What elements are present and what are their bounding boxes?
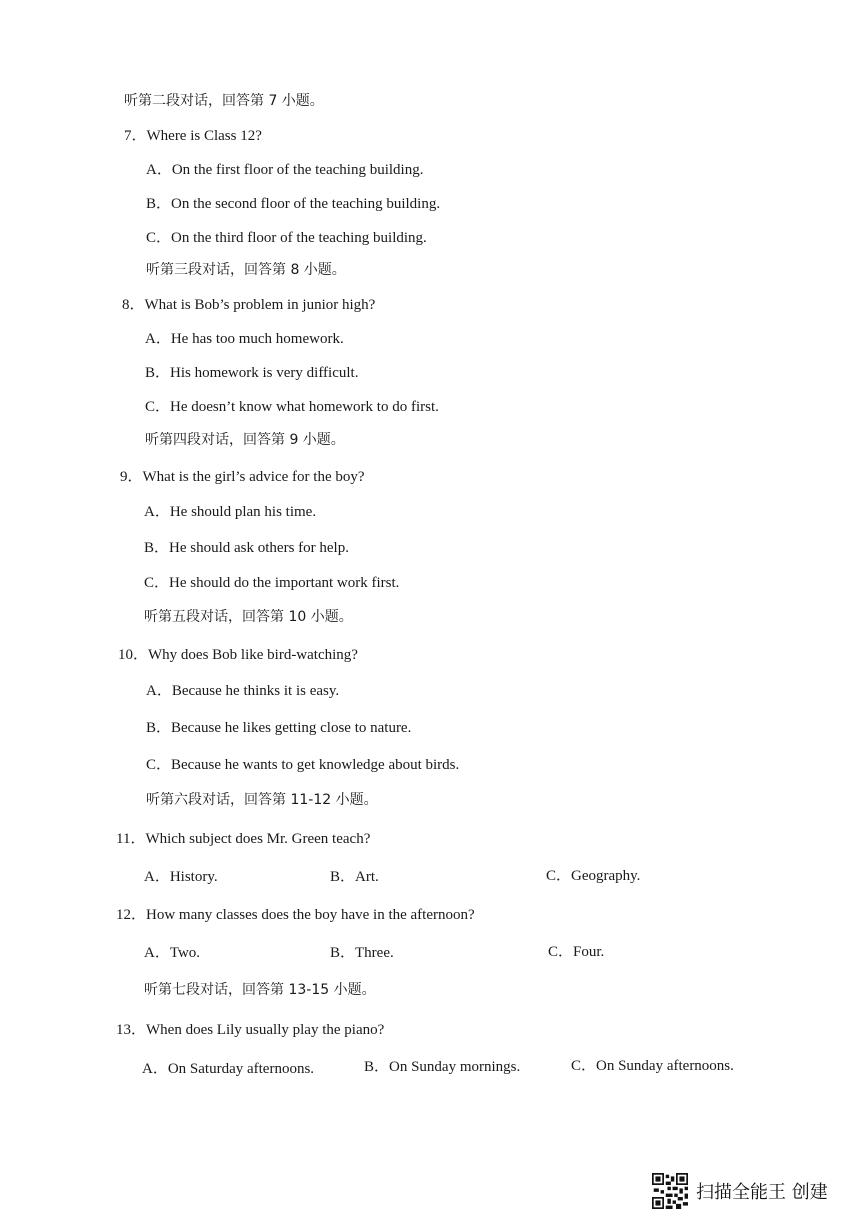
option-c: C．On the third floor of the teaching building. xyxy=(146,230,427,246)
section-header: 听第六段对话，回答第 11-12 小题。 xyxy=(146,792,378,808)
question-stem: 13．When does Lily usually play the piano? xyxy=(116,1022,385,1038)
option-a: A．He should plan his time. xyxy=(144,504,317,520)
watermark-text: 扫描全能王 创建 xyxy=(696,1182,828,1203)
option-a: A．On the first floor of the teaching building. xyxy=(146,162,424,178)
question-stem: 8．What is Bob’s problem in junior high? xyxy=(122,297,376,313)
section-header: 听第四段对话，回答第 9 小题。 xyxy=(145,432,345,448)
option-a: A．He has too much homework. xyxy=(145,331,344,347)
section-header: 听第七段对话，回答第 13-15 小题。 xyxy=(144,982,376,998)
option-c: C．Because he wants to get knowledge about birds. xyxy=(146,757,460,773)
option-b: B．On Sunday mornings. xyxy=(364,1059,521,1075)
option-b: B．On the second floor of the teaching building. xyxy=(146,196,441,212)
scanner-watermark xyxy=(652,1173,828,1209)
option-b: B．Because he likes getting close to nature. xyxy=(146,720,412,736)
question-stem: 9．What is the girl’s advice for the boy? xyxy=(120,469,365,485)
question-stem: 10．Why does Bob like bird-watching? xyxy=(118,647,358,663)
option-b: B．Three. xyxy=(330,945,394,961)
option-a: A．History. xyxy=(144,869,218,885)
section-header: 听第二段对话，回答第 7 小题。 xyxy=(124,93,324,109)
section-header: 听第三段对话，回答第 8 小题。 xyxy=(146,262,346,278)
option-a: A．Two. xyxy=(144,945,201,961)
option-c: C．Geography. xyxy=(546,868,641,884)
question-stem: 7．Where is Class 12? xyxy=(124,128,262,144)
option-b: B．His homework is very difficult. xyxy=(145,365,359,381)
question-stem: 11．Which subject does Mr. Green teach? xyxy=(116,831,371,847)
option-c: C．He should do the important work first. xyxy=(144,575,400,591)
qr-code-icon xyxy=(652,1173,688,1209)
option-c: C．He doesn’t know what homework to do first. xyxy=(145,399,439,415)
option-b: B．He should ask others for help. xyxy=(144,540,349,556)
section-header: 听第五段对话，回答第 10 小题。 xyxy=(144,609,353,625)
option-a: A．Because he thinks it is easy. xyxy=(146,683,340,699)
option-a: A．On Saturday afternoons. xyxy=(142,1061,315,1077)
question-stem: 12．How many classes does the boy have in the afternoon? xyxy=(116,907,475,923)
option-c: C．On Sunday afternoons. xyxy=(571,1058,734,1074)
option-c: C．Four. xyxy=(548,944,605,960)
option-b: B．Art. xyxy=(330,869,379,885)
